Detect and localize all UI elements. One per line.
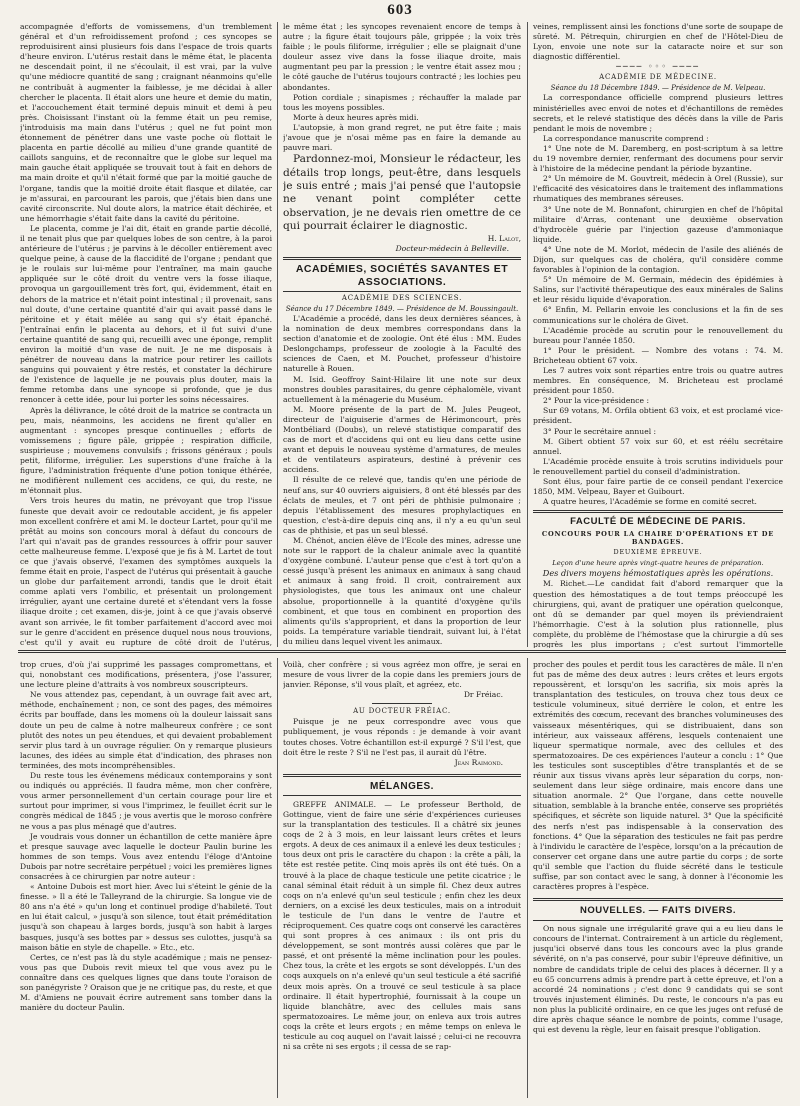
article-paragraph: M. Isid. Geoffroy Saint-Hilaire lit une note sur deux monstres doubles parasitaires, du genre céphalomèle, vivant actuellement à la ménagerie du Muséum. [283,374,521,404]
article-paragraph: 2° Pour la vice-présidence : [543,396,650,406]
subsection-title: ACADÉMIE DES SCIENCES. [341,293,463,302]
article-paragraph: 1° Une note de M. Daremberg, en post-scriptum à sa lettre du 19 novembre dernier, renfermant des documens pour servir à l'histoire de la médecine pendant la période byzantine. [533,143,783,174]
article-paragraph: La correspondance officielle comprend plusieurs lettres ministérielles avec envoi de notes et d'échantillons de remèdes secrets, et le relevé statistique des décès dans la ville de Paris pendant le mois de novembre ; [533,93,783,133]
article-paragraph: Potion cordiale ; sinapismes ; réchauffer la malade par tous les moyens possibles. [283,92,521,112]
article-paragraph: L'autopsie, à mon grand regret, ne put être faite ; mais j'avoue que je n'osai même pas en faire la demande au pauvre mari. [283,122,521,153]
article-paragraph [283,647,521,648]
signature-title: Docteur-médecin à Belleville. [395,243,509,253]
faculty-title: FACULTÉ DE MÉDECINE DE PARIS. [570,516,746,528]
article-paragraph: Morte à deux heures après midi. [293,112,419,122]
article-paragraph: Certes, ce n'est pas là du style académique ; mais ne pensez-vous pas que Dubois revit mieux tel que vous avez pu le connaître dans ces quelques lignes que dans toute l'oraison de son panégyriste ? Oraison que je ne critique pas, du reste, et que M. d'Amiens ne pouvait écrire autrement sans tomber dans la manière du docteur Paulin. [20,952,272,1013]
divider [533,898,783,901]
article-paragraph: 6° Enfin, M. Pellarin envoie les conclusions et la fin de ses communications sur le choléra de Givet. [533,305,783,325]
divider [533,510,783,513]
divider [533,920,783,921]
article-paragraph: accompagnée d'efforts de vomissemens, d'un tremblement général et d'un refroidissement profond ; ces syncopes se reproduisirent ainsi plusieurs fois dans l'espace de trois quarts d'heure environ. L'utérus restait dans le même état, le placenta ne descendait point, il ne s'écoulait, il est vrai, par la vulve qu'une médiocre quantité de sang ; craignant néanmoins qu'elle ne contribuât à augmenter la faiblesse, je me décidai à aller chercher le placenta. Il était alors une heure et demie du matin, et l'accouchement était terminé depuis minuit et demi à peu près. Choisissant l'instant où la femme était un peu remise, j'introduisis ma main dans l'utérus ; quel ne fut point mon étonnement de pénétrer dans une vaste poche où flottait le placenta en partie décollé au milieu d'une grande quantité de caillots sanguins, et de reconnaître que le globe sur lequel ma main gauche était appliquée se trouvait tout à fait en dehors de ma main droite et qu'il n'était formé que par la moitié gauche de l'organe, tandis que la moitié droite était flasque et dilatée, car je m'assurai, en parcourant les parois, que j'étais bien dans une cavité circonscrite. Nul doute alors, la matrice était déchirée, et une hémorrhagie s'était faite dans la cavité du péritoine. [20,22,272,223]
column-divider [277,22,278,647]
article-paragraph: Sont élus, pour faire partie de ce conseil pendant l'exercice 1850, MM. Velpeau, Bayer et Guibourt. [533,477,783,497]
nouvelles-title: NOUVELLES. — FAITS DIVERS. [579,905,737,917]
session-line: Séance du 17 Décembre 1849. — Présidence de M. Boussingault. [285,304,519,313]
column-divider [527,658,528,1098]
subsection-title: ACADÉMIE DE MÉDECINE. [599,73,717,82]
epreuve-label: DEUXIÈME ÉPREUVE. [613,548,703,557]
ornament-divider: ──── ◦◦◦ ──── [616,62,700,72]
column-4 [20,660,272,1100]
article-paragraph: Vers trois heures du matin, ne prévoyant que trop l'issue funeste que devait avoir ce redoutable accident, je fis appeler mon excellent confrère et ami M. le docteur Lartet, pour qu'il me prêtât au moins son concours moral à défaut du concours de l'art qui n'avait pas de grandes ressources à offrir pour sauver cette malheureuse femme. L'exposé que je fis à M. Lartet de tout ce que j'avais observé, l'examen des symptômes auxquels la femme était en proie, l'aspect de l'utérus qui présentait à gauche un globe dur parfaitement arrondi, tandis que le droit était comme aplati vers l'ombilic, et présentait un prolongement irrégulier, ayant une certaine dureté et s'étendant vers la fosse iliaque droite ; cet examen, dis-je, joint à ce que j'avais observé avant son arrivée, le fit tomber parfaitement d'accord avec moi sur le genre d'accident en présence duquel nous nous trouvions, c'est qu'il y avait eu rupture de côté droit de l'utérus, [20,496,272,647]
article-paragraph: Les 7 autres voix sont réparties entre trois ou quatre autres membres. En conséquence, M. Bricheteau est proclamé président pour 1850. [533,366,783,396]
lecon-title: Des divers moyens hémostatiques après les opérations. [542,568,774,579]
article-paragraph: 4° Une note de M. Morlot, médecin de l'asile des aliénés de Dijon, sur quelques cas de choléra, qu'il considère comme favorables à l'opinion de la contagion. [533,244,783,275]
column-divider [527,22,528,647]
reply-title: AU DOCTEUR FRÉIAC. [353,707,451,716]
divider [283,774,521,777]
article-paragraph: GREFFE ANIMALE. — Le professeur Berthold, de Gottingue, vient de faire une série d'expériences curieuses sur la transplantation des testicules. Il a châtré six jeunes coqs de 2 à 3 mois, en leur laissant leurs crêtes et leurs ergots. A deux de ces animaux il a enlevé les deux testicules ; tous deux ont pris le caractère du chapon : la crête a pâli, la tête est restée petite. Cinq mois après ils ont été tués. On a trouvé à la place de chaque testicule une petite cicatrice ; le canal séminal était réduit à un simple fil. Chez deux autres coqs on n'a enlevé qu'un seul testicule ; enfin chez les deux derniers, on a excisé les deux testicules, mais on a introduit le testicule de l'un dans le ventre de l'autre et réciproquement. Ces quatre coqs ont conservé les caractères qui sont propres à ces animaux : ils ont pris du développement, se sont montrés aussi colères que par le passé, et ont présenté la même inclination pour les poules. Chez tous, la crête et les ergots se sont développés. L'un des coqs auxquels on n'a enlevé qu'un seul testicule a été sacrifié deux mois après. On a trouvé ce seul testicule à sa place ordinaire. Il était hypertrophié, fournissait à la coupe un liquide blanchâtre, avec des cellules mais sans spermatozoaires. Le même jour, on enleva aux trois autres coqs la crête et leurs ergots ; en même temps on enleva le testicule au coq auquel on l'avait laissé ; celui-ci ne recouvra ni sa crête ni ses ergots ; il cessa de se rap- [283,799,521,1052]
reply-signature: Jean Raimond. [454,757,503,767]
article-paragraph: M. Richet.—Le candidat fait d'abord remarquer que la question des hémostatiques a de tout temps préoccupé les chirurgiens, qui, avant de pratiquer une opération quelconque, ont dû se demander par quel moyen ils préviendraient l'hémorrhagie. C'est à la solution plus rationnelle, plus complète, du problème de l'hémostase que la chirurgie a dû ses progrès les plus importans ; c'est surtout l'immortelle [533,579,783,648]
article-paragraph: 3° Une note de M. Bonnafont, chirurgien en chef de l'hôpital militaire d'Arras, contenant une deuxième observation d'hydrocèle guérie par l'injection gazeuse d'ammoniaque liquide. [533,204,783,244]
article-paragraph: veines, remplissent ainsi les fonctions d'une sorte de soupape de sûreté. M. Pétrequin, chirurgien en chef de l'Hôtel-Dieu de Lyon, envoie une note sur la cataracte noire et sur son diagnostic différentiel. [533,22,783,62]
article-paragraph: L'Académie procède ensuite à trois scrutins individuels pour le renouvellement partiel du conseil d'administration. [533,456,783,476]
divider [283,795,521,796]
column-1 [20,22,272,648]
article-paragraph: Il résulte de ce relevé que, tandis qu'en une période de neuf ans, sur 40 ouvriers aiguisiers, 8 ont été blessés par des éclats de meules, et 7 ont péri de phthisie pulmonaire ; depuis l'établissement des mesures prophylactiques en question, c'est-à-dire depuis cinq ans, il n'y a eu qu'un seul cas de phthisie, et pas un seul blessé. [283,475,521,535]
session-line: Séance du 18 Décembre 1849. — Présidence de M. Velpeau. [550,84,766,93]
section-title: ACADÉMIES, SOCIÉTÉS SAVANTES ET ASSOCIATIONS. [295,262,509,288]
article-paragraph: Le placenta, comme je l'ai dit, était en grande partie décollé, il ne tenait plus que par quelques lobes de son centre, à la paroi antérieure de l'utérus ; je parvins à le décoller entièrement avec quelque peine, à cause de la flaccidité de l'organe ; pendant que je le roulais sur lui-même pour l'entraîner, ma main gauche appliquée sur le côté droit du ventre vers la fosse iliaque, provoqua un gargouillement très fort, qui, évidemment, était en dehors de la matrice et n'était point intestinal ; il provenait, sans nul doute, d'une certaine quantité d'air qui avait passé dans le péritoine et y était mêlée au sang qui s'y était épanché. J'entraînai enfin le placenta au dehors, et il fut suivi d'une certaine quantité de sang qui, recueilli avec une éponge, remplit environ la moitié d'un vase de nuit. Je ne me disposais à pénétrer de nouveau dans la matrice pour retirer les caillots sanguins qui pouvaient y être restés, et constater la déchirure de l'existence de laquelle je ne pouvais plus douter, mais la femme retomba dans une syncope si profonde, que je dus renoncer à cette idée, pour lui porter les soins nécessaires. [20,223,272,405]
divider [283,291,521,292]
article-paragraph: On nous signale une irrégularité grave qui a eu lieu dans le concours de l'internat. Contrairement à un article du règlement, jusqu'ici observé dans tous les concours avec la plus grande sévérité, on n'a pas conservé, pour subir l'épreuve définitive, un nombre de candidats triple de celui des places à décerner. Il y a eu 65 concurrens admis à prendre part à cette épreuve, et l'on a accordé 24 nominations ; c'est donc 9 candidats qui se sont trouvés injustement éliminés. Du reste, le concours n'a pas eu non plus la publicité ordinaire, en ce que les juges ont refusé de dire après chaque séance le nombre de points, comme l'usage, qui est devenu la règle, leur en faisait presque l'obligation. [533,924,783,1035]
article-paragraph: M. Gibert obtient 57 voix sur 60, et est réélu secrétaire annuel. [533,436,783,456]
article-paragraph: Voilà, cher confrère ; si vous agréez mon offre, je serai en mesure de vous livrer de la copie dans les premiers jours de janvier. Réponse, s'il vous plaît, et agréez, etc. [283,660,521,690]
article-paragraph: 1° Pour le président. — Nombre des votans : 74. M. Bricheteau obtient 67 voix. [533,345,783,365]
column-6 [533,660,783,1100]
column-2 [283,22,521,648]
closing-paragraph: Pardonnez-moi, Monsieur le rédacteur, les détails trop longs, peut-être, dans lesquels je suis entré ; mais j'ai pensé que l'autopsie ne venant point compléter cette observation, je ne devais rien omettre de ce qui pourrait éclairer le diagnostic. [283,153,521,233]
article-paragraph: Après la délivrance, le côté droit de la matrice se contracta un peu, mais, néanmoins, les accidens ne firent qu'aller en augmentant : syncopes presque continuelles ; efforts de vomissemens ; figure pâle, grippée ; respiration difficile, suspirieuse ; mouvemens convulsifs ; frissons généraux ; pouls petit, filiforme, irrégulier. Les superstions d'une fraîche à la figure, l'administration fréquente d'une potion tonique éthérée, ne modifièrent nullement ces accidens, ce qui, du reste, ne m'étonnait plus. [20,405,272,496]
divider [283,257,521,260]
article-paragraph: trop crues, d'où j'ai supprimé les passages compromettans, et qui, nonobstant ces modifications, présentera, j'ose l'assurer, une lecture pleine d'attraits à vos nombreux souscripteurs. [20,660,272,690]
column-5 [283,660,521,1100]
article-paragraph: L'Académie a procédé, dans les deux dernières séances, à la nomination de deux membres correspondans dans la section d'anatomie et de zoologie. Ont été élus : MM. Eudes Deslongchamps, professeur de zoologie à la Faculté des sciences de Caen, et M. Pouchet, professeur d'histoire naturelle à Rouen. [283,313,521,374]
article-paragraph: Puisque je ne peux correspondre avec vous que publiquement, je vous réponds : je demande à voir avant toutes choses. Votre échantillon est-il expurgé ? S'il l'est, que doit être le reste ? S'il ne l'est pas, il aurait dû l'être. [283,717,521,757]
lecon-line: Leçon d'une heure après vingt-quatre heures de préparation. [552,559,764,568]
signature: Dr Fréiac. [463,690,503,700]
article-paragraph: 3° Pour le secrétaire annuel : [543,426,657,436]
article-paragraph: Ne vous attendez pas, cependant, à un ouvrage fait avec art, méthode, enchaînement ; non, ce sont des pages, des mémoires écrits par bouffade, dans les momens où la douleur laissait sans doute un peu de calme à notre malheureux confrère ; ce sont plutôt des notes un peu étendues, et qui devaient probablement servir plus tard à un ouvrage régulier. On y remarque plusieurs lacunes, des idées au simple état d'indication, des phrases non terminées, des mots incompréhensibles. [20,690,272,770]
article-paragraph: procher des poules et perdit tous les caractères de mâle. Il n'en fut pas de même des deux autres : leurs crêtes et leurs ergots repoussèrent, et lorsqu'on les sacrifia, six mois après la transplantation des testicules, on trouva chez tous deux ce testicule volumineux, situé derrière le colon, et entre les extrémités des cœcum, recevant des branches volumineuses des vaisseaux mésentériques, qui se distribuaient, dans son intérieur, aux vaisseaux afférens, lesquels contenaient une liqueur spermatique normale, avec des cellules et des spermatozoaires. De ces expériences l'auteur a conclu : 1° Que les testicules sont susceptibles d'être transplantés et de se réunir aux tissus vivans après leur séparation du corps, non-seulement dans leur siège ordinaire, mais encore dans une situation anormale. 2° Que l'organe, dans cette nouvelle situation, semblable à la branche entée, conserve ses propriétés spécifiques, et sécrète son liquide naturel. 3° Que la spécificité des nerfs n'est pas indispensable à la conservation des fonctions. 4° Que la séparation des testicules ne fait pas perdre à l'individu le caractère de l'espèce, lorsqu'on a la précaution de conserver cet organe dans une autre partie du corps ; de sorte qu'il semble que l'action du fluide sécrété dans le testicule suffise, par son contact avec le sang, à donner à l'économie les caractères propres à l'espèce. [533,660,783,892]
article-paragraph: 2° Un mémoire de M. Gouvtreit, médecin à Orel (Russie), sur l'efficacité des vésicatoires dans le traitement des inflammations rhumatiques des membranes séreuses. [533,174,783,204]
signature: H. Lalot, [487,233,521,243]
article-paragraph: M. Moore présente de la part de M. Jules Peugeot, directeur de l'aiguiserie d'armes de Hérimoncourt, près Montbéliard (Doubs), un relevé statistique comparatif des cas de mort et d'accidens qui ont eu lieu dans cette usine avant et depuis le nouveau système d'armatures, de meules et de ventilateurs aspirateurs, destiné à prévenir ces accidens. [283,404,521,475]
article-paragraph: L'Académie procède au scrutin pour le renouvellement du bureau pour l'année 1850. [533,325,783,345]
quotation: « Antoine Dubois est mort hier. Avec lui s'éteint le génie de la finesse. » Il a été le Talleyrand de la chirurgie. Sa longue vie de 80 ans n'a été » qu'un long et continuel prodige d'habileté. Tout en lui était calcul, » jusqu'à son silence, tout était préméditation jusqu'à son chapeau à larges bords, jusqu'à son habit à larges basques, jusqu'à ses bottes par » dessus ses culottes, jusqu'à sa maison bâtie en style de chapelle. » Etc., etc. [20,882,272,952]
divider [372,703,432,704]
article-paragraph: M. Chénot, ancien élève de l'Ecole des mines, adresse une note sur le rapport de la chaleur animale avec la quantité d'oxygène combuné. L'auteur pense que c'est à tort qu'on a cessé jusqu'à présent les animaux en animaux à sang chaud et animaux à sang froid. Il croit, contrairement aux physiologistes, que tous les animaux ont une chaleur absolue, proportionnelle à la quantité d'oxygène qu'ils combinent, et que tous en combinent en proportion des aliments qu'ils s'approprient, et dans la proportion de leur poids. La température variable tiendrait, suivant lui, à l'état du milieu dans lequel vivent les animaux. [283,536,521,646]
faculty-subtitle: CONCOURS POUR LA CHAIRE D'OPÉRATIONS ET DE BANDAGES. [541,530,775,547]
article-paragraph: Sur 69 votans, M. Orfila obtient 63 voix, et est proclamé vice-président. [533,406,783,426]
page-number: 603 [387,2,413,18]
article-paragraph: le même état ; les syncopes revenaient encore de temps à autre ; la figure était toujours pâle, grippée ; la voix très faible ; le pouls filiforme, irrégulier ; elle se plaignait d'une douleur assez vive dans la fosse iliaque droite, mais augmentant peu par la pression ; le ventre était assez mou ; le côté gauche de l'utérus toujours contracté ; les lochies peu abondantes. [283,22,521,92]
melanges-title: MÉLANGES. [370,780,434,792]
article-paragraph: 5° Un mémoire de M. Germain, médecin des épidémies à Salins, sur l'activité thérapeutique des eaux minérales de Salins et leur résidu liquide d'évaporation. [533,275,783,305]
column-divider [277,658,278,1098]
article-paragraph: A quatre heures, l'Académie se forme en comité secret. [543,497,757,507]
section-band [18,650,786,653]
article-paragraph: Je voudrais vous donner un échantillon de cette manière âpre et presque sauvage avec laquelle le docteur Paulin burine les hommes de son temps. Vous avez entendu l'éloge d'Antoine Dubois par notre secrétaire perpétuel ; voici les premières lignes consacrées à ce chirurgien par notre auteur : [20,831,272,881]
column-3 [533,22,783,648]
article-paragraph: La correspondance manuscrite comprend : [543,133,709,143]
article-paragraph: Du reste tous les événemens médicaux contemporains y sont ou indiqués ou appréciés. Il faudra même, mon cher confrère, vous armer personnellement d'un certain courage pour lire et surtout pour imprimer, si vous l'imprimez, le feuillet écrit sur le congrès médical de 1845 ; je vous avertis que le moroso confrère ne vous a pas plus ménagé que d'autres. [20,771,272,831]
